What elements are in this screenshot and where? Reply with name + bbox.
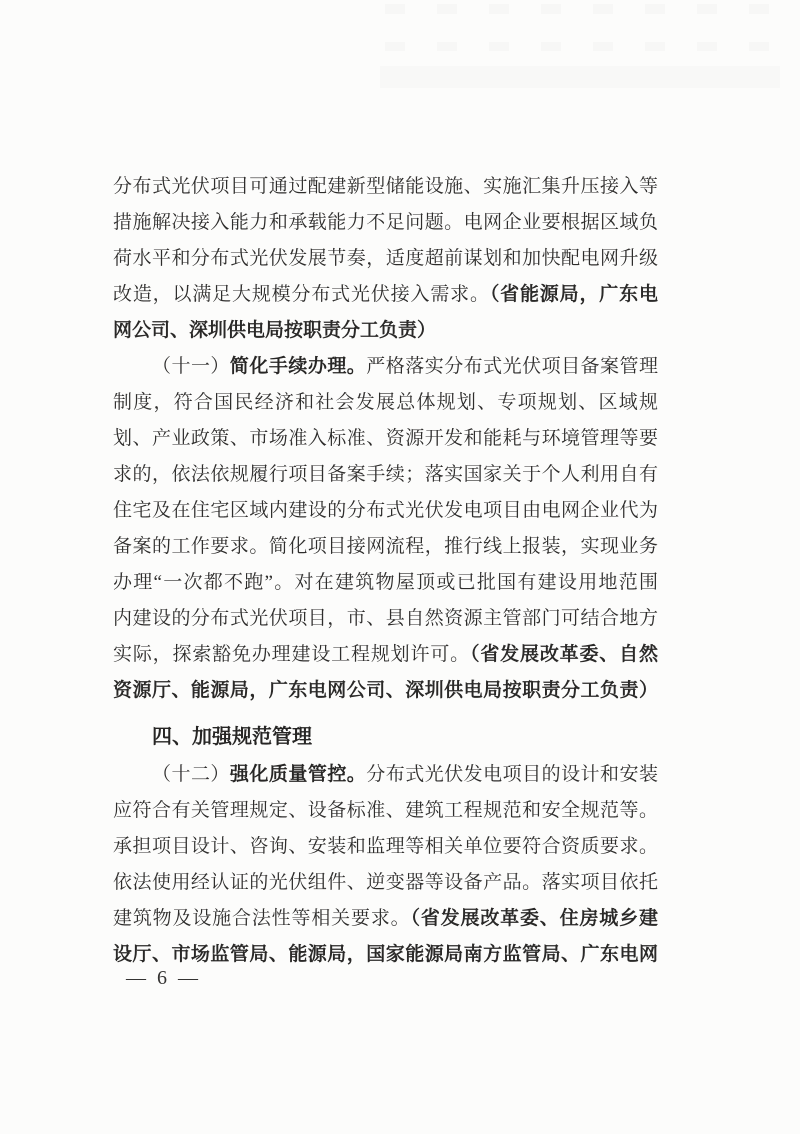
body-text: 办理“一次都不跑”。对在建筑物屋顶或已批国有建设用地范围 [113,572,658,593]
responsibility-note: （省发展改革委、住房城乡建 [410,908,658,929]
body-text: 分布式光伏项目可通过配建新型储能设施、实施汇集升压接入等 [113,176,658,197]
body-text: 应符合有关管理规定、设备标准、建筑工程规范和安全规范等。 [113,800,658,821]
body-text: 划、产业政策、市场准入标准、资源开发和能耗与环境管理等要 [113,428,658,449]
document-body [113,169,658,973]
responsibility-note: （省能源局，广东电 [489,284,658,305]
text-line [113,793,658,829]
body-text: （十一） [152,356,230,377]
body-text: 求的，依法依规履行项目备案手续；落实国家关于个人利用自有 [113,464,658,485]
text-line [113,637,658,673]
body-text: 改造，以满足大规模分布式光伏接入需求。 [113,284,490,305]
section-heading-text: 四、加强规范管理 [152,726,312,748]
text-line [113,673,658,709]
text-line [113,829,658,865]
body-text: 制度，符合国民经济和社会发展总体规划、专项规划、区域规 [113,392,658,413]
text-line [113,565,658,601]
text-line [113,529,658,565]
clause-title: 简化手续办理。 [229,356,367,377]
text-line [113,601,658,637]
text-line [113,421,658,457]
text-line [113,205,658,241]
body-text: 承担项目设计、咨询、安装和监理等相关单位要符合资质要求。 [113,836,658,857]
body-text: （十二） [152,764,230,785]
text-line [113,757,658,793]
text-line [113,313,658,349]
text-line [113,457,658,493]
text-line [113,277,658,313]
text-line [113,349,658,385]
body-text: 严格落实分布式光伏项目备案管理 [366,356,658,377]
clause-title: 强化质量管控。 [229,764,367,785]
text-line [113,493,658,529]
body-text: 分布式光伏发电项目的设计和安装 [366,764,658,785]
scan-artifact [380,66,780,88]
body-text: 依法使用经认证的光伏组件、逆变器等设备产品。落实项目依托 [113,872,658,893]
body-text: 建筑物及设施合法性等相关要求。 [113,908,411,929]
scan-artifact [385,4,775,14]
section-heading [113,717,658,757]
text-line [113,865,658,901]
scan-artifact [385,42,775,51]
body-text: 措施解决接入能力和承载能力不足问题。电网企业要根据区域负 [113,212,658,233]
responsibility-note: 设厅、市场监管局、能源局，国家能源局南方监管局、广东电网 [113,944,658,965]
responsibility-note: 网公司、深圳供电局按职责分工负责） [113,320,437,341]
body-text: 住宅及在住宅区域内建设的分布式光伏发电项目由电网企业代为 [113,500,658,521]
page-number: — 6 — [126,967,201,989]
body-text: 实际，探索豁免办理建设工程规划许可。 [113,644,470,665]
responsibility-note: （省发展改革委、自然 [469,644,658,665]
body-text: 荷水平和分布式光伏发展节奏，适度超前谋划和加快配电网升级 [113,248,658,269]
text-line [113,241,658,277]
body-text: 内建设的分布式光伏项目，市、县自然资源主管部门可结合地方 [113,608,658,629]
text-line [113,901,658,937]
text-line [113,169,658,205]
text-line [113,385,658,421]
body-text: 备案的工作要求。简化项目接网流程，推行线上报装，实现业务 [113,536,658,557]
responsibility-note: 资源厅、能源局，广东电网公司、深圳供电局按职责分工负责） [113,680,658,701]
